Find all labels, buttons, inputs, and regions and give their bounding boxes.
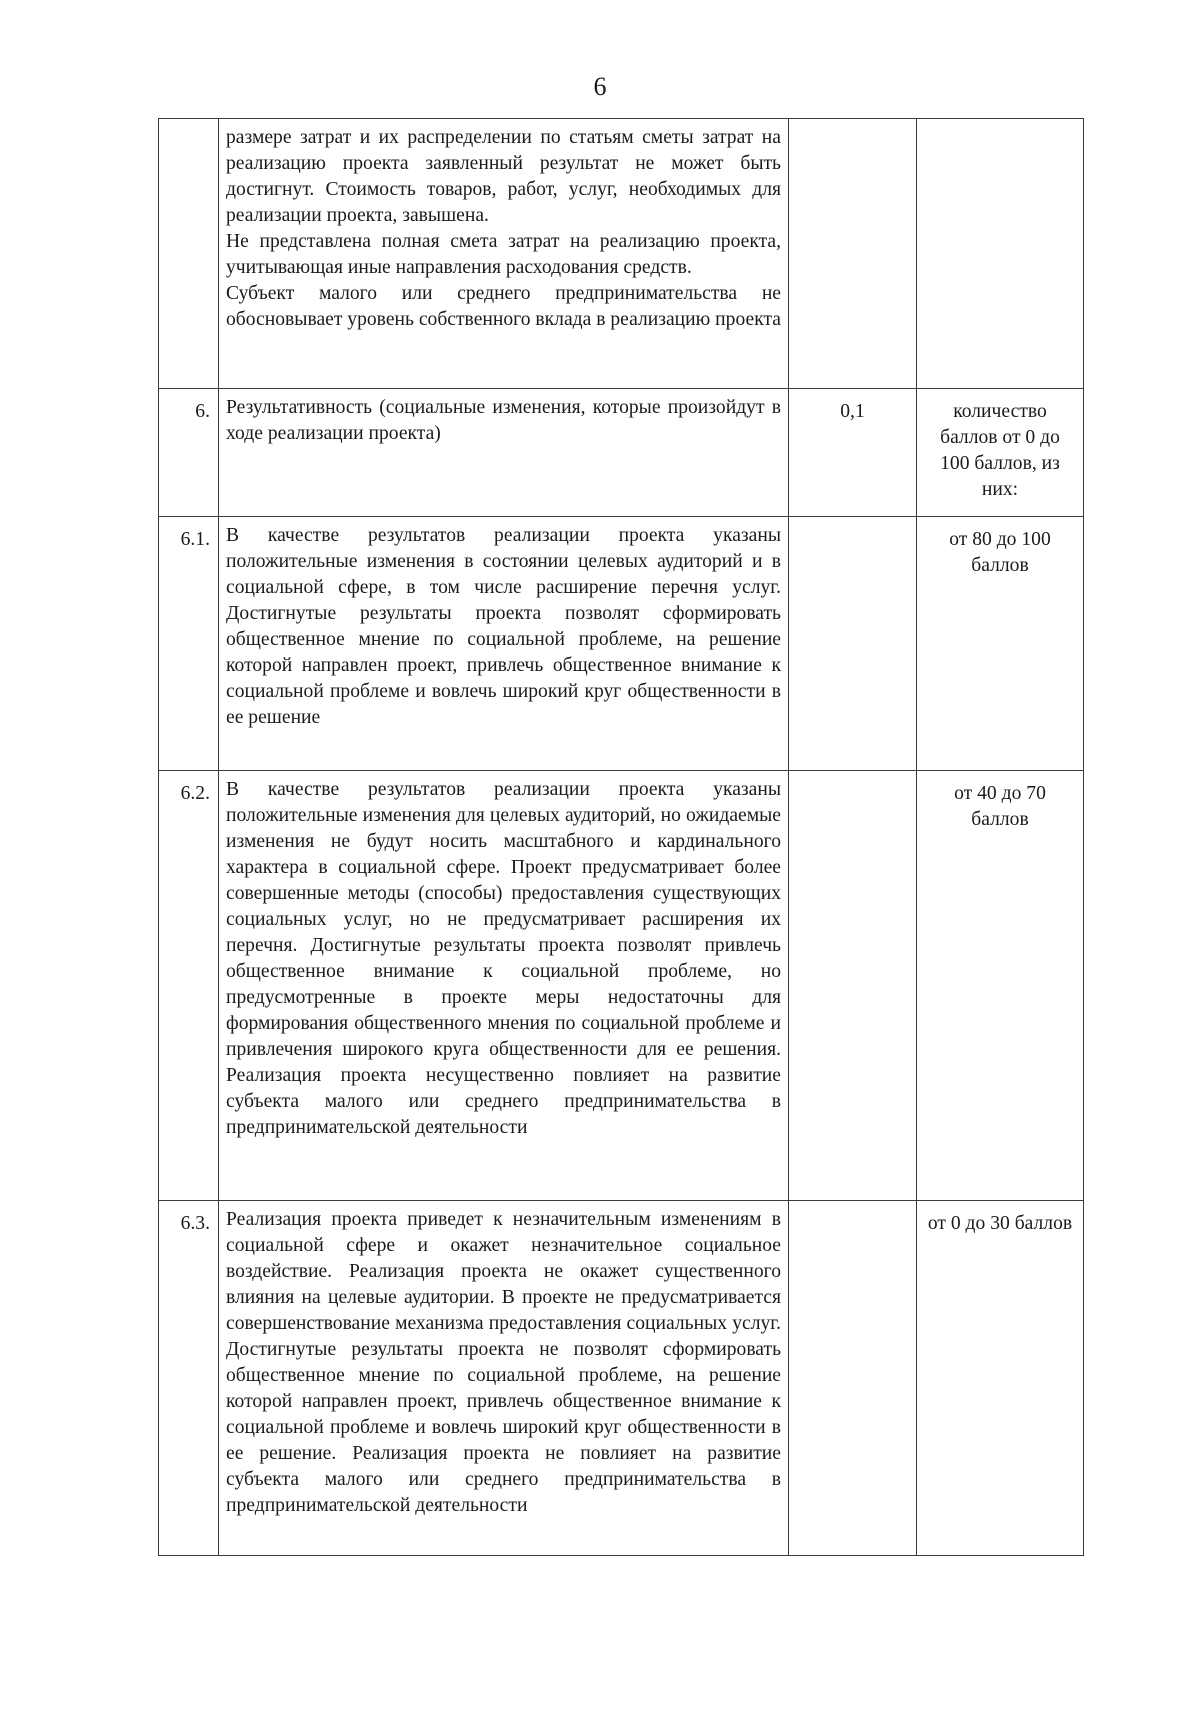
row-number: 6.2.: [159, 771, 219, 1201]
row-points: [917, 119, 1084, 389]
row-points: от 80 до 100 баллов: [917, 517, 1084, 771]
row-description: [219, 771, 789, 1201]
table-row: [159, 119, 1084, 389]
row-number: [159, 119, 219, 389]
row-number: 6.3.: [159, 1201, 219, 1556]
table-row: [159, 1201, 1084, 1556]
page-number: 6: [593, 72, 607, 101]
description-paragraph: В качестве результатов реализации проекта указаны положительные изменения для целевых аудиторий, но ожидаемые изменения не будут носить масштабного и кардинального характера в социальной сфере. Проект предусматривает более совершенные методы (способы) предоставления существующих социальных услуг, но не предусматривает расширения их перечня. Достигнутые результаты проекта позволят привлечь общественное внимание к социальной проблеме, но предусмотренные в проекте меры недостаточны для формирования общественного мнения по социальной проблеме и привлечения широкого круга общественности для ее решения. Реализация проекта несущественно повлияет на развитие субъекта малого или среднего предпринимательства в предпринимательской деятельности: [226, 779, 781, 1138]
description-paragraph: размере затрат и их распределении по статьям сметы затрат на реализацию проекта заявленный результат не может быть достигнут. Стоимость товаров, работ, услуг, необходимых для реализации проекта, завышена.: [226, 127, 781, 226]
criteria-table: [158, 118, 1084, 1556]
row-number: 6.: [159, 389, 219, 517]
row-points: количество баллов от 0 до 100 баллов, из них:: [917, 389, 1084, 517]
row-description: [219, 517, 789, 771]
row-number: 6.1.: [159, 517, 219, 771]
row-points: от 0 до 30 баллов: [917, 1201, 1084, 1556]
row-points: от 40 до 70 баллов: [917, 771, 1084, 1201]
description-paragraph: Реализация проекта приведет к незначительным изменениям в социальной сфере и окажет незначительное социальное воздействие. Реализация проекта не окажет существенного влияния на целевые аудитории. В проекте не предусматривается совершенствование механизма предоставления социальных услуг. Достигнутые результаты проекта не позволят сформировать общественное мнение по социальной проблеме, на решение которой направлен проект, привлечь общественное внимание к социальной проблеме и вовлечь широкий круг общественности в ее решение. Реализация проекта не повлияет на развитие субъекта малого или среднего предпринимательства в предпринимательской деятельности: [226, 1209, 781, 1516]
row-weight: 0,1: [789, 389, 917, 517]
description-paragraph: Результативность (социальные изменения, которые произойдут в ходе реализации проекта): [226, 397, 781, 444]
row-weight: [789, 517, 917, 771]
table-row: [159, 771, 1084, 1201]
description-paragraph: В качестве результатов реализации проекта указаны положительные изменения в состоянии целевых аудиторий и в социальной сфере, в том числе расширение перечня услуг. Достигнутые результаты проекта позволят сформировать общественное мнение по социальной проблеме, на решение которой направлен проект, привлечь общественное внимание к социальной проблеме и вовлечь широкий круг общественности в ее решение: [226, 525, 781, 728]
row-weight: [789, 1201, 917, 1556]
row-description: [219, 389, 789, 517]
row-weight: [789, 119, 917, 389]
table-row: [159, 389, 1084, 517]
row-weight: [789, 771, 917, 1201]
row-description: [219, 1201, 789, 1556]
description-paragraph: Субъект малого или среднего предпринимательства не обосновывает уровень собственного вклада в реализацию проекта: [226, 283, 781, 330]
description-paragraph: Не представлена полная смета затрат на реализацию проекта, учитывающая иные направления расходования средств.: [226, 231, 781, 278]
row-description: [219, 119, 789, 389]
table-row: [159, 517, 1084, 771]
